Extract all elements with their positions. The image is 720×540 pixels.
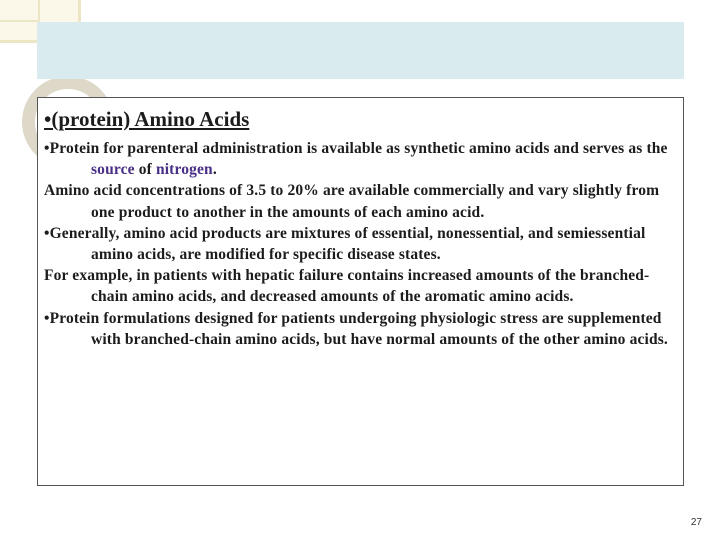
highlight-nitrogen: nitrogen (155, 161, 213, 179)
highlight-source: source (91, 161, 135, 179)
paragraph-1-text-after: . (212, 161, 217, 179)
paragraph-2: Amino acid concentrations of 3.5 to 20% are available commercially and vary slightly from one product to another in the amounts of each amino acid. (44, 182, 660, 221)
paragraph-1 (44, 138, 677, 180)
page-number: 27 (690, 517, 702, 528)
paragraph-1-text-before: •Protein for parenteral administration is available as synthetic amino acids and serves as the (44, 140, 668, 157)
header-band (37, 22, 684, 79)
paragraph-1-text-mid: of (134, 161, 156, 179)
paragraph-5: •Protein formulations designed for patients undergoing physiologic stress are supplemented with branched-chain amino acids, but have normal amounts of the other amino acids. (44, 309, 668, 348)
corner-decoration-inner (0, 0, 40, 22)
slide-title: •(protein) Amino Acids (44, 107, 250, 131)
corner-decoration-line (0, 40, 40, 43)
paragraph-4: For example, in patients with hepatic failure contains increased amounts of the branched-chain amino acids, and decreased amounts of the aromatic amino acids. (44, 267, 650, 306)
paragraph-3: •Generally, amino acid products are mixtures of essential, nonessential, and semiessential amino acids, are modified for specific disease states. (44, 224, 646, 264)
content-box (37, 97, 684, 486)
